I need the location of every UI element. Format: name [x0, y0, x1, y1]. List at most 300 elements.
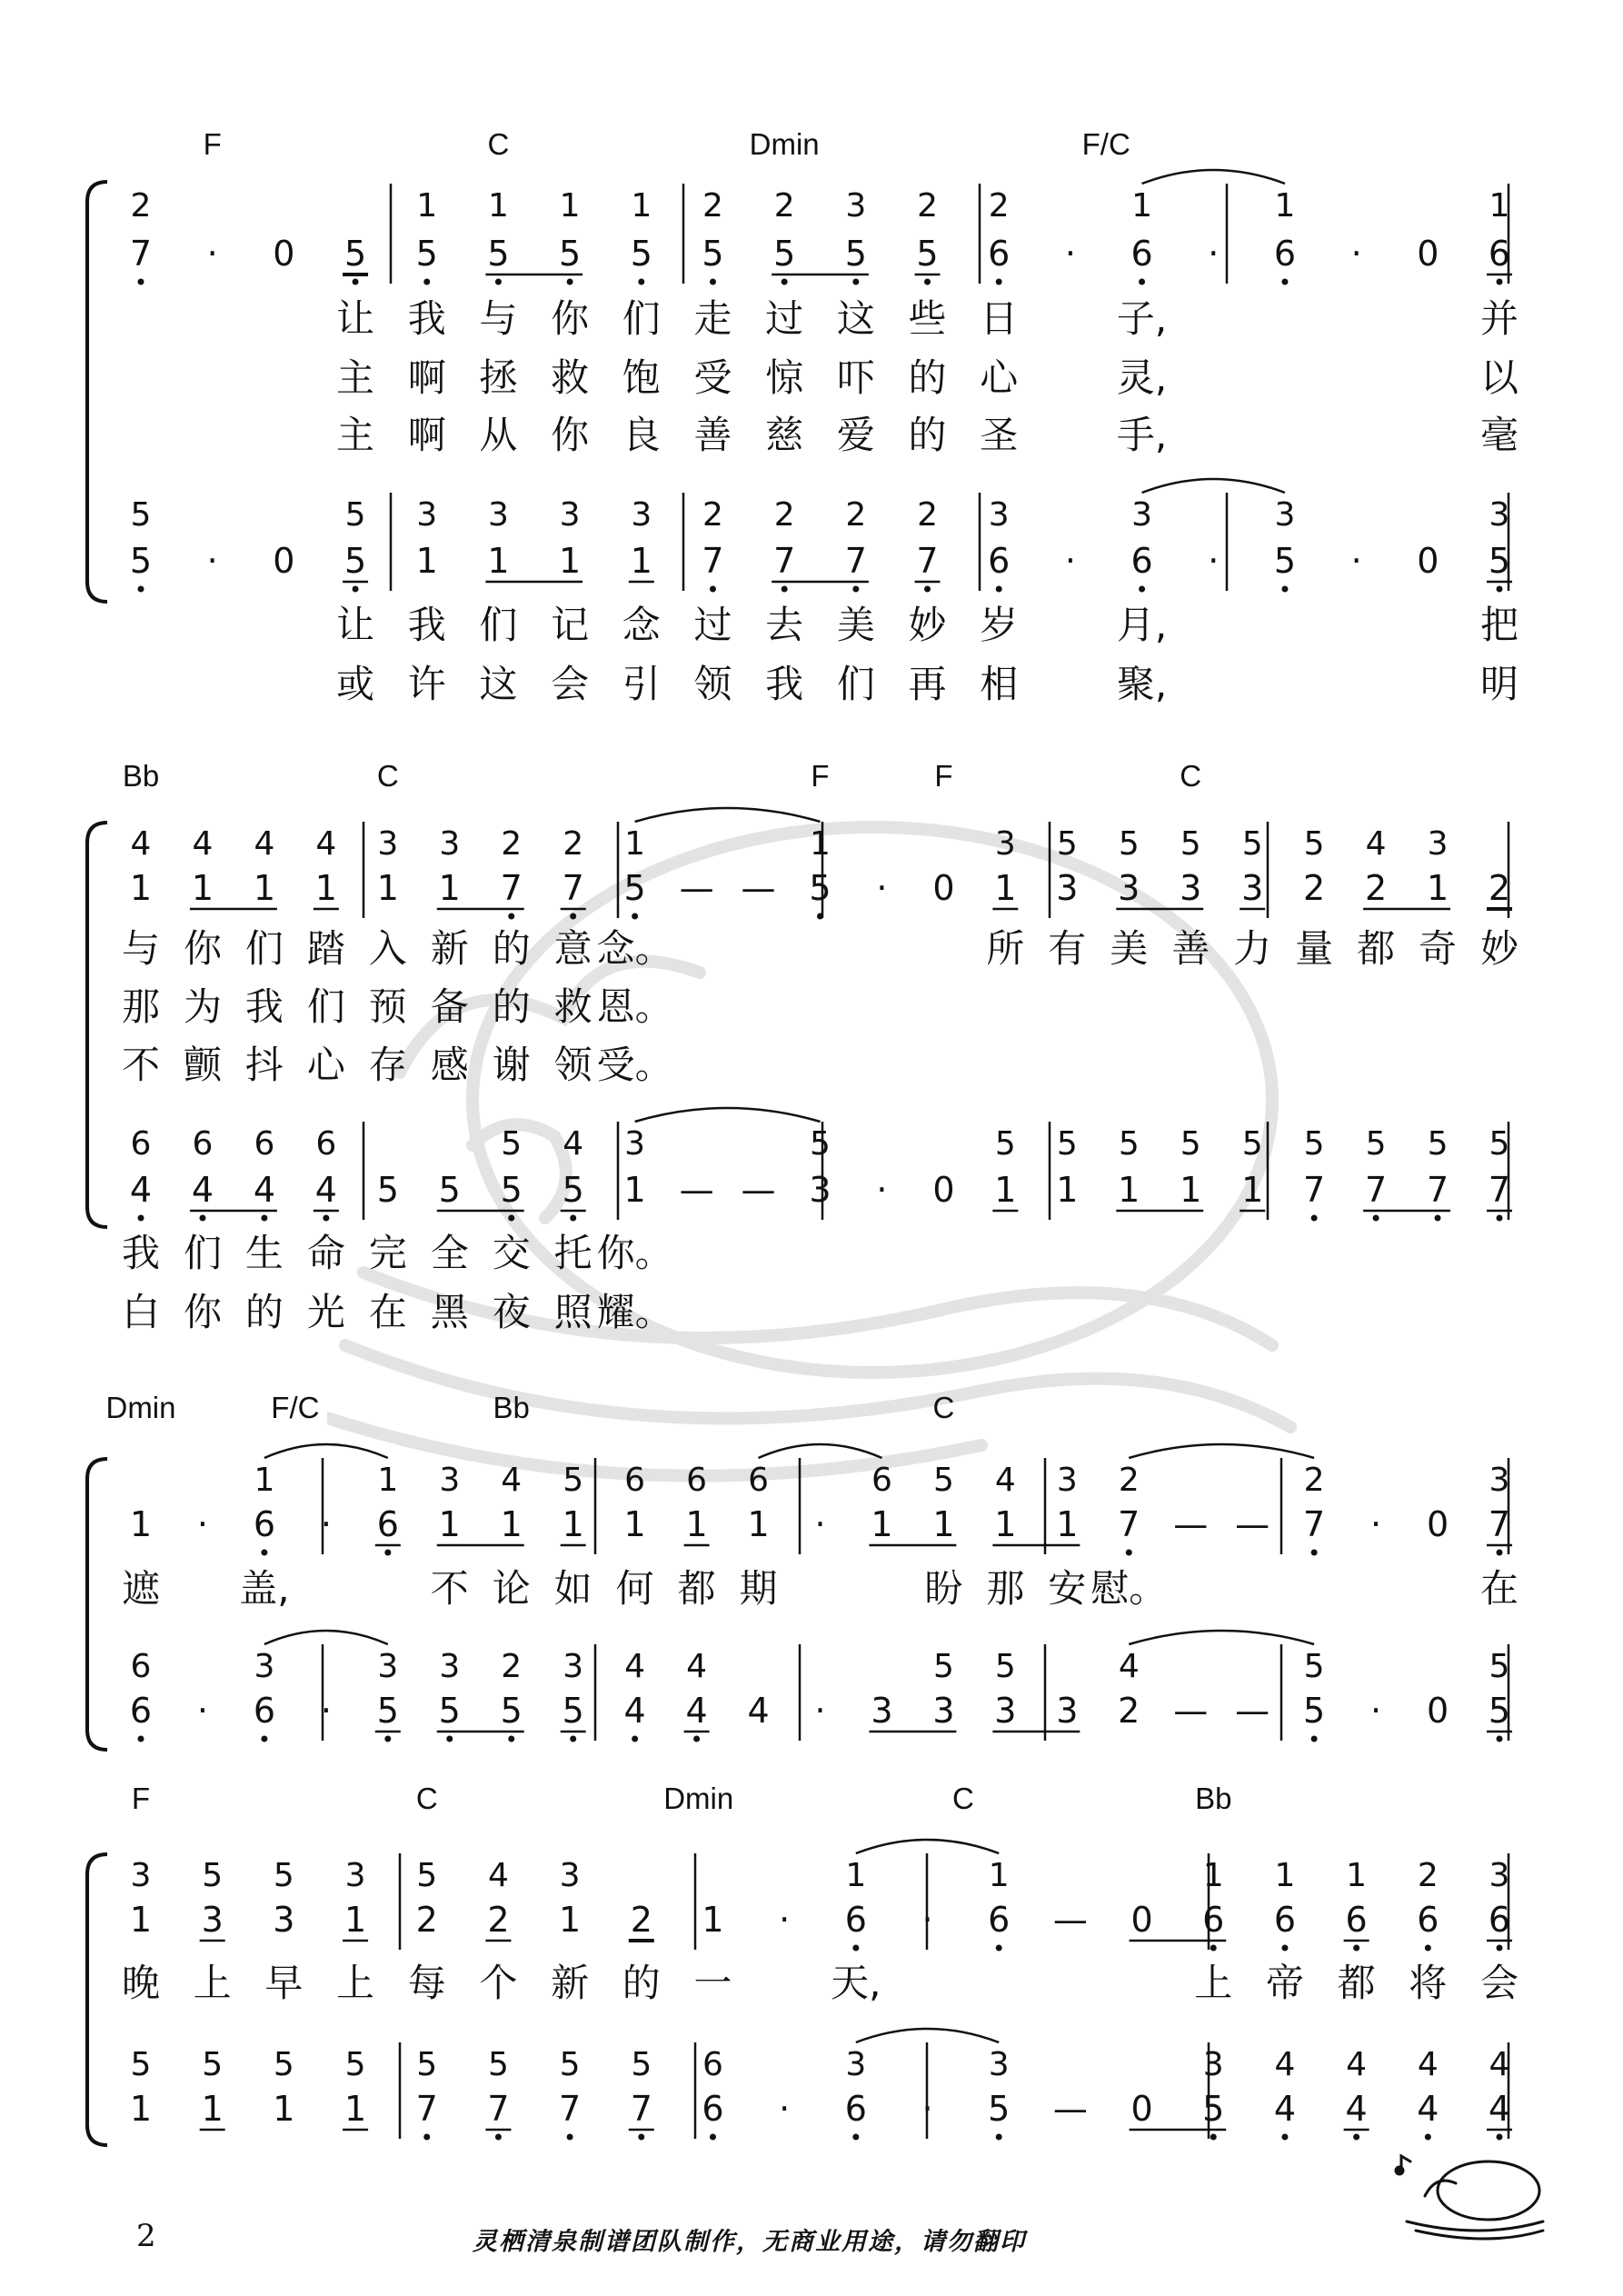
- octave-dot: [782, 279, 788, 285]
- octave-dot: [638, 279, 644, 285]
- lyric-syllable: 啊: [407, 413, 446, 457]
- lower-note: 0: [1130, 2089, 1153, 2129]
- octave-dot: [261, 1550, 267, 1556]
- lyric-syllable: 安: [1048, 1566, 1087, 1611]
- lyric-syllable: 颤: [183, 1043, 222, 1087]
- lower-note: 5: [1273, 541, 1297, 581]
- lower-note: 6: [988, 1900, 1011, 1940]
- lower-note: 1: [344, 2089, 367, 2129]
- lower-note: 5: [344, 541, 367, 581]
- lower-note: 5: [129, 541, 153, 581]
- upper-note: 4: [254, 825, 275, 863]
- upper-note: 5: [1118, 1125, 1140, 1163]
- octave-dot: [996, 586, 1002, 593]
- lower-note: 2: [1364, 868, 1388, 908]
- octave-dot: [924, 279, 931, 285]
- lyric-syllable: 将: [1409, 1961, 1448, 2005]
- lower-note: 1: [994, 1170, 1017, 1210]
- tie-arc: [264, 1444, 388, 1458]
- system-brace: [87, 1459, 107, 1750]
- lyric-syllable: 慰。: [1090, 1566, 1168, 1611]
- lyric-syllable: 你: [183, 1290, 222, 1334]
- upper-note: 6: [254, 1125, 275, 1163]
- lower-note: 5: [562, 1170, 584, 1210]
- lower-note: ·: [814, 1504, 826, 1544]
- upper-note: 4: [1346, 2046, 1368, 2083]
- lower-note: 3: [1241, 868, 1264, 908]
- lower-note: 1: [932, 1504, 955, 1544]
- lower-note: 1: [747, 1504, 770, 1544]
- lyric-syllable: 踏: [306, 926, 345, 971]
- lower-note: 6: [1202, 1900, 1225, 1940]
- upper-note: 5: [631, 2046, 652, 2083]
- lyric-syllable: 受。: [596, 1043, 673, 1087]
- lyric-syllable: 不: [430, 1566, 469, 1611]
- upper-note: 3: [439, 825, 461, 863]
- tie-arc: [264, 1631, 388, 1644]
- upper-note: 3: [1489, 1462, 1510, 1499]
- lyric-syllable: 美: [1110, 926, 1149, 971]
- lyric-syllable: 子,: [1116, 296, 1168, 341]
- lyric-syllable: 心: [306, 1043, 345, 1087]
- lyric-syllable: 的: [622, 1961, 661, 2005]
- lyric-syllable: 以: [1479, 355, 1519, 400]
- tie-arc: [856, 1840, 999, 1853]
- lyric-syllable: 为: [183, 984, 222, 1029]
- chord-symbol: F: [934, 759, 953, 793]
- upper-note: 1: [1274, 187, 1296, 225]
- lower-note: 1: [376, 868, 399, 908]
- upper-note: 2: [501, 825, 523, 863]
- upper-note: 3: [988, 2046, 1010, 2083]
- upper-note: 5: [273, 2046, 294, 2083]
- octave-dot: [138, 1215, 144, 1222]
- octave-dot: [632, 1736, 638, 1742]
- lower-note: 3: [1180, 868, 1202, 908]
- lower-note: ·: [320, 1504, 332, 1544]
- upper-note: 2: [501, 1648, 523, 1685]
- upper-note: 4: [1489, 2046, 1510, 2083]
- lower-note: 5: [773, 234, 796, 274]
- lyric-syllable: 光: [306, 1290, 345, 1334]
- octave-dot: [1435, 1215, 1441, 1222]
- upper-note: 4: [1417, 2046, 1439, 2083]
- lower-note: 2: [630, 1900, 652, 1940]
- lyric-syllable: 美: [836, 603, 875, 647]
- lyric-syllable: 早: [264, 1961, 304, 2005]
- lower-note: 7: [1426, 1170, 1449, 1210]
- lower-note: 6: [844, 2089, 867, 2129]
- lyric-syllable: 那: [986, 1566, 1025, 1611]
- lyric-syllable: 相: [980, 662, 1019, 706]
- lower-note: 1: [623, 1170, 646, 1210]
- lower-note: ·: [1350, 541, 1362, 581]
- octave-dot: [1373, 1215, 1379, 1222]
- lyric-syllable: 的: [908, 413, 947, 457]
- lyric-syllable: 的: [244, 1290, 284, 1334]
- upper-note: 2: [988, 187, 1010, 225]
- lyric-syllable: 你: [183, 926, 222, 971]
- lyric-syllable: 与: [121, 926, 161, 971]
- lower-note: 2: [415, 1900, 438, 1940]
- lyric-syllable: 会: [551, 662, 590, 706]
- lyric-syllable: 所: [986, 926, 1025, 971]
- lyric-syllable: 黑: [430, 1290, 469, 1334]
- lower-note: 1: [344, 1900, 367, 1940]
- upper-note: 1: [1489, 187, 1510, 225]
- lower-note: —: [1173, 1504, 1209, 1544]
- upper-note: 2: [130, 187, 152, 225]
- upper-note: 3: [1056, 1462, 1078, 1499]
- upper-note: 5: [932, 1462, 954, 1499]
- lyric-syllable: 聚,: [1116, 662, 1168, 706]
- upper-note: 3: [994, 825, 1016, 863]
- lyric-syllable: 让: [336, 603, 375, 647]
- upper-note: 3: [559, 496, 581, 534]
- chord-symbol: Bb: [1195, 1782, 1232, 1815]
- lyric-syllable: 每: [407, 1961, 446, 2005]
- upper-note: 3: [845, 187, 867, 225]
- octave-dot: [852, 2134, 859, 2141]
- chord-symbol: C: [376, 759, 399, 793]
- lyric-syllable: 我: [407, 603, 446, 647]
- lower-note: 6: [1273, 1900, 1297, 1940]
- lyric-syllable: 我: [121, 1231, 161, 1275]
- lower-note: ·: [921, 2089, 933, 2129]
- chord-symbol: F: [203, 127, 222, 161]
- lower-note: 7: [1488, 1170, 1511, 1210]
- upper-note: 5: [1241, 825, 1263, 863]
- lyric-syllable: 妙: [1479, 926, 1519, 971]
- octave-dot: [1311, 1736, 1318, 1742]
- lyric-syllable: 念: [622, 603, 661, 647]
- lower-note: 1: [994, 1504, 1017, 1544]
- octave-dot: [138, 279, 144, 285]
- lower-note: 1: [1241, 1170, 1264, 1210]
- octave-dot: [1139, 279, 1145, 285]
- lyric-syllable: 不: [121, 1043, 161, 1087]
- octave-dot: [1210, 1945, 1217, 1952]
- chord-symbol: Bb: [493, 1391, 530, 1424]
- upper-note: 4: [315, 825, 337, 863]
- lower-note: 2: [1303, 868, 1326, 908]
- lyric-syllable: 圣: [980, 413, 1019, 457]
- upper-note: 5: [273, 1857, 294, 1894]
- octave-dot: [1139, 586, 1145, 593]
- lyric-syllable: 生: [244, 1231, 284, 1275]
- lower-note: 5: [1488, 541, 1511, 581]
- lower-note: ·: [1350, 234, 1362, 274]
- lyric-syllable: 这: [479, 662, 518, 706]
- upper-note: 4: [686, 1648, 708, 1685]
- lower-note: 0: [932, 1170, 955, 1210]
- lyric-syllable: 善: [693, 413, 732, 457]
- lower-note: 7: [773, 541, 796, 581]
- octave-dot: [782, 586, 788, 593]
- lyric-syllable: 那: [121, 984, 161, 1029]
- lower-note: ·: [779, 2089, 791, 2129]
- octave-dot: [852, 279, 859, 285]
- lower-note: 6: [988, 234, 1011, 274]
- lyric-syllable: 这: [836, 296, 875, 341]
- upper-note: 4: [624, 1648, 646, 1685]
- lower-note: —: [679, 868, 714, 908]
- lower-note: 5: [487, 234, 510, 274]
- octave-dot: [1281, 586, 1288, 593]
- upper-note: 3: [439, 1648, 461, 1685]
- chord-symbol: Bb: [122, 759, 160, 793]
- upper-note: 5: [344, 496, 366, 534]
- octave-dot: [508, 1215, 514, 1222]
- lyric-syllable: 白: [121, 1290, 161, 1334]
- lower-note: 0: [1417, 541, 1439, 581]
- octave-dot: [693, 1736, 700, 1742]
- tie-arc: [635, 1108, 821, 1122]
- lyric-syllable: 晚: [121, 1961, 161, 2005]
- octave-dot: [1497, 1215, 1503, 1222]
- lower-note: 1: [630, 541, 652, 581]
- lyric-syllable: 你。: [596, 1231, 673, 1275]
- upper-note: 4: [1274, 2046, 1296, 2083]
- lyric-syllable: 托: [553, 1231, 592, 1275]
- upper-note: 3: [130, 1857, 152, 1894]
- lower-note: 3: [809, 1170, 831, 1210]
- upper-note: 3: [344, 1857, 366, 1894]
- tie-arc: [1142, 170, 1285, 184]
- upper-note: 3: [377, 825, 399, 863]
- lower-note: ·: [779, 1900, 791, 1940]
- lower-note: 1: [1056, 1504, 1079, 1544]
- lower-note: 2: [1488, 868, 1511, 908]
- lyric-syllable: 何: [615, 1566, 654, 1611]
- upper-note: 5: [1241, 1125, 1263, 1163]
- lower-note: 5: [630, 234, 652, 274]
- lower-note: 1: [994, 868, 1017, 908]
- lower-note: 7: [916, 541, 939, 581]
- lyric-syllable: 会: [1479, 1961, 1519, 2005]
- octave-dot: [567, 2134, 573, 2141]
- lower-note: 6: [376, 1504, 399, 1544]
- lower-note: 1: [1180, 1170, 1202, 1210]
- chord-symbol: C: [1180, 759, 1202, 793]
- upper-note: 5: [130, 496, 152, 534]
- lower-note: 5: [1488, 1691, 1511, 1731]
- upper-note: 5: [501, 1125, 523, 1163]
- lyric-syllable: 的: [492, 926, 531, 971]
- lyric-syllable: 从: [479, 413, 518, 457]
- chord-symbol: C: [951, 1782, 974, 1815]
- lower-note: 4: [1488, 2089, 1511, 2129]
- lyric-syllable: 领: [553, 1043, 592, 1087]
- upper-note: 5: [416, 2046, 438, 2083]
- lyric-syllable: 并: [1479, 296, 1519, 341]
- chord-symbol: F: [811, 759, 830, 793]
- lyric-syllable: 把: [1479, 603, 1519, 647]
- upper-note: 5: [1056, 825, 1078, 863]
- lower-note: 4: [314, 1170, 337, 1210]
- upper-note: 4: [563, 1125, 584, 1163]
- octave-dot: [261, 1215, 267, 1222]
- octave-dot: [1281, 279, 1288, 285]
- lower-note: 3: [201, 1900, 224, 1940]
- lyric-syllable: 引: [622, 662, 661, 706]
- upper-note: 6: [686, 1462, 708, 1499]
- lyric-syllable: 全: [430, 1231, 469, 1275]
- chord-symbol: Dmin: [663, 1782, 734, 1815]
- lyric-syllable: 受: [693, 355, 732, 400]
- lyric-syllable: 慈: [765, 413, 804, 457]
- lower-note: 4: [253, 1170, 276, 1210]
- tie-arc: [1129, 1631, 1314, 1644]
- octave-dot: [924, 586, 931, 593]
- lyric-syllable: 善: [1171, 926, 1210, 971]
- upper-note: 2: [702, 187, 723, 225]
- lower-note: 1: [562, 1504, 584, 1544]
- upper-note: 4: [994, 1462, 1016, 1499]
- lyric-syllable: 过: [693, 603, 732, 647]
- upper-note: 5: [1180, 1125, 1201, 1163]
- system-brace: [87, 182, 107, 602]
- upper-note: 4: [192, 825, 214, 863]
- lyric-syllable: 领: [693, 662, 732, 706]
- tie-arc: [856, 2029, 999, 2042]
- lower-note: 4: [129, 1170, 153, 1210]
- upper-note: 5: [1489, 1648, 1510, 1685]
- lower-note: 0: [273, 234, 295, 274]
- lyric-syllable: 盼: [924, 1566, 963, 1611]
- lyric-syllable: 我: [407, 296, 446, 341]
- octave-dot: [710, 2134, 716, 2141]
- lower-note: 1: [1426, 868, 1449, 908]
- lyric-syllable: 新: [551, 1961, 590, 2005]
- lyric-syllable: 念。: [596, 926, 673, 971]
- lyric-syllable: 们: [479, 603, 518, 647]
- lyric-syllable: 爱: [836, 413, 875, 457]
- lyric-syllable: 完: [368, 1231, 407, 1275]
- octave-dot: [1311, 1550, 1318, 1556]
- lower-note: —: [679, 1170, 714, 1210]
- lower-note: 5: [438, 1170, 461, 1210]
- lower-note: 5: [559, 234, 582, 274]
- lower-note: 6: [253, 1691, 276, 1731]
- lyric-syllable: 明: [1479, 662, 1519, 706]
- upper-note: 1: [1202, 1857, 1224, 1894]
- octave-dot: [996, 1945, 1002, 1952]
- lyric-syllable: 照: [553, 1290, 592, 1334]
- lyric-syllable: 期: [739, 1566, 778, 1611]
- lower-note: ·: [196, 1504, 209, 1544]
- lower-note: —: [741, 1170, 776, 1210]
- octave-dot: [817, 913, 823, 920]
- lyric-syllable: 奇: [1419, 926, 1458, 971]
- octave-dot: [567, 279, 573, 285]
- upper-note: 5: [994, 1648, 1016, 1685]
- upper-note: 4: [130, 825, 152, 863]
- lower-note: 5: [844, 234, 867, 274]
- chord-symbol: C: [415, 1782, 438, 1815]
- lower-note: 0: [1417, 234, 1439, 274]
- lyric-syllable: 许: [407, 662, 446, 706]
- upper-note: 5: [1118, 825, 1140, 863]
- lower-note: 1: [623, 1504, 646, 1544]
- octave-dot: [710, 586, 716, 593]
- lower-note: 0: [1426, 1691, 1449, 1731]
- lower-note: 3: [1118, 868, 1140, 908]
- lyric-syllable: 啊: [407, 355, 446, 400]
- lyric-syllable: 手,: [1116, 413, 1168, 457]
- lower-note: 1: [487, 541, 510, 581]
- lower-note: 3: [871, 1691, 893, 1731]
- octave-dot: [1353, 1945, 1359, 1952]
- lower-note: 1: [129, 2089, 153, 2129]
- lower-note: ·: [876, 1170, 888, 1210]
- lower-note: 0: [1130, 1900, 1153, 1940]
- lower-note: 7: [129, 234, 153, 274]
- octave-dot: [495, 2134, 502, 2141]
- octave-dot: [1497, 1550, 1503, 1556]
- lower-note: 6: [1130, 541, 1153, 581]
- lyric-syllable: 量: [1295, 926, 1334, 971]
- lower-note: 6: [129, 1691, 153, 1731]
- chord-symbol: Dmin: [749, 127, 820, 161]
- lower-note: 5: [438, 1691, 461, 1731]
- upper-note: 1: [631, 187, 652, 225]
- system-brace: [87, 1854, 107, 2145]
- octave-dot: [1311, 1215, 1318, 1222]
- upper-note: 4: [1365, 825, 1387, 863]
- lower-note: 5: [376, 1691, 399, 1731]
- lyric-syllable: 如: [553, 1566, 592, 1611]
- upper-note: 5: [202, 2046, 224, 2083]
- upper-note: 2: [845, 496, 867, 534]
- upper-note: 4: [501, 1462, 523, 1499]
- octave-dot: [423, 2134, 430, 2141]
- upper-note: 5: [416, 1857, 438, 1894]
- lower-note: ·: [1208, 541, 1220, 581]
- lower-note: 1: [1056, 1170, 1079, 1210]
- upper-note: 3: [377, 1648, 399, 1685]
- octave-dot: [446, 1736, 453, 1742]
- octave-dot: [1497, 1945, 1503, 1952]
- lyric-syllable: 救: [551, 355, 590, 400]
- lyric-syllable: 的: [908, 355, 947, 400]
- upper-note: 1: [1346, 1857, 1368, 1894]
- octave-dot: [710, 279, 716, 285]
- lower-note: 7: [1118, 1504, 1140, 1544]
- upper-note: 3: [988, 496, 1010, 534]
- lower-note: 0: [1426, 1504, 1449, 1544]
- lower-note: 3: [273, 1900, 295, 1940]
- lyric-syllable: 主: [336, 355, 375, 400]
- octave-dot: [570, 1215, 576, 1222]
- lower-note: 7: [559, 2089, 582, 2129]
- octave-dot: [1210, 2134, 1217, 2141]
- lower-note: 5: [1202, 2089, 1225, 2129]
- lyric-syllable: 有: [1048, 926, 1087, 971]
- lower-note: 0: [273, 541, 295, 581]
- lower-note: 6: [1417, 1900, 1439, 1940]
- lower-note: 7: [1364, 1170, 1388, 1210]
- lower-note: 5: [562, 1691, 584, 1731]
- lower-note: 7: [562, 868, 584, 908]
- lower-note: 1: [500, 1504, 523, 1544]
- lower-note: 6: [1488, 234, 1511, 274]
- upper-note: 1: [845, 1857, 867, 1894]
- lower-note: 5: [916, 234, 939, 274]
- upper-note: 5: [1303, 1125, 1325, 1163]
- chord-symbol: C: [932, 1391, 955, 1424]
- lyric-syllable: 过: [765, 296, 804, 341]
